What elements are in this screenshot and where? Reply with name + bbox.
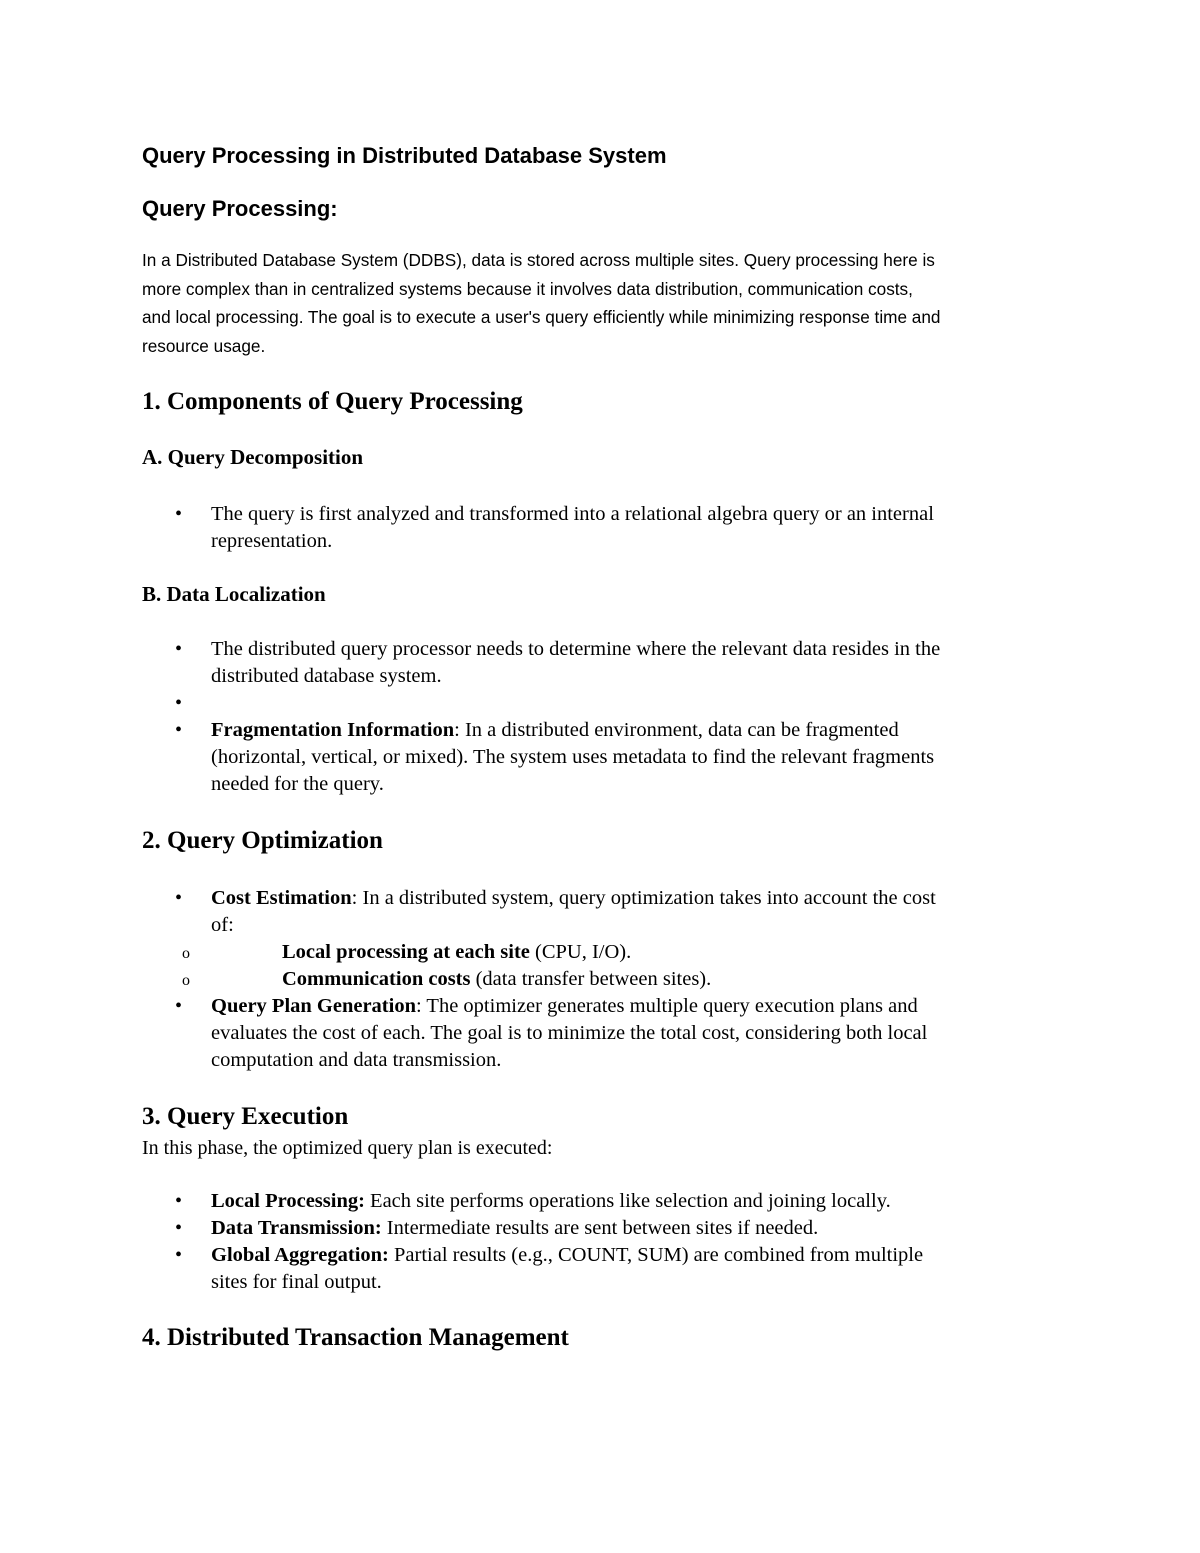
list-item xyxy=(142,993,936,1074)
list-item-text: Partial results (e.g., COUNT, SUM) are combined from multiple xyxy=(388,1244,924,1266)
list-item xyxy=(142,636,940,690)
circle-bullet-icon: o xyxy=(182,972,190,989)
list-item-text: : In a distributed environment, data can be fragmented xyxy=(454,719,899,741)
bullet-icon: • xyxy=(175,995,183,1017)
term-communication-costs: Communication costs xyxy=(282,968,471,990)
list-item xyxy=(142,1215,923,1242)
bullet-icon: • xyxy=(175,692,183,714)
term-local-processing-site: Local processing at each site xyxy=(282,941,530,963)
bullet-icon: • xyxy=(175,1190,183,1212)
intro-paragraph xyxy=(142,246,1067,361)
list-item-empty xyxy=(142,690,940,717)
list-item-line: distributed database system. xyxy=(211,665,442,687)
sub-list-item xyxy=(142,966,936,993)
list-item-line: The query is first analyzed and transformed into a relational algebra query or an internal xyxy=(211,503,934,525)
section-heading-transaction-management: 4. Distributed Transaction Management xyxy=(142,1324,569,1351)
sub-list-item-text: (CPU, I/O). xyxy=(529,941,632,963)
subsection-heading-localization: B. Data Localization xyxy=(142,582,326,606)
list-item-line xyxy=(211,1242,923,1269)
term-data-transmission: Data Transmission: xyxy=(211,1217,382,1239)
intro-line: more complex than in centralized systems because it involves data distribution, communication costs, xyxy=(142,278,913,299)
sub-list-item-line xyxy=(212,966,936,993)
document-subtitle: Query Processing: xyxy=(142,196,338,221)
list-item-line: computation and data transmission. xyxy=(211,1049,502,1071)
execution-intro: In this phase, the optimized query plan is executed: xyxy=(142,1137,553,1159)
document-title: Query Processing in Distributed Database System xyxy=(142,143,667,168)
intro-line: and local processing. The goal is to execute a user's query efficiently while minimizing response time and xyxy=(142,307,941,328)
list-item xyxy=(142,717,940,798)
list-item-line: evaluates the cost of each. The goal is to minimize the total cost, considering both local xyxy=(211,1022,928,1044)
list-item-line: The distributed query processor needs to determine where the relevant data resides in the xyxy=(211,638,941,660)
list-item xyxy=(142,885,936,993)
term-global-aggregation: Global Aggregation: xyxy=(211,1244,389,1266)
circle-bullet-icon: o xyxy=(182,945,190,962)
list-item xyxy=(142,501,934,555)
bullet-icon: • xyxy=(175,1217,183,1239)
localization-list xyxy=(142,636,940,798)
list-item-line: needed for the query. xyxy=(211,773,384,795)
sub-list-item-line xyxy=(212,939,936,966)
section-heading-optimization: 2. Query Optimization xyxy=(142,827,383,854)
bullet-icon: • xyxy=(175,638,183,660)
bullet-icon: • xyxy=(175,887,183,909)
subsection-heading-decomposition: A. Query Decomposition xyxy=(142,445,364,469)
intro-line: In a Distributed Database System (DDBS), data is stored across multiple sites. Query processing here is xyxy=(142,250,935,270)
list-item-line: sites for final output. xyxy=(211,1271,382,1293)
list-item-line xyxy=(211,717,940,744)
list-item-line: (horizontal, vertical, or mixed). The system uses metadata to find the relevant fragments xyxy=(211,746,935,768)
term-query-plan-generation: Query Plan Generation xyxy=(211,995,416,1017)
sub-list-item-text: (data transfer between sites). xyxy=(470,968,712,990)
term-local-processing: Local Processing: xyxy=(211,1190,365,1212)
intro-line: resource usage. xyxy=(142,336,266,357)
list-item-line: representation. xyxy=(211,530,333,552)
cost-sublist xyxy=(182,939,936,993)
execution-list xyxy=(142,1188,923,1296)
list-item-text: : The optimizer generates multiple query execution plans and xyxy=(415,995,918,1017)
list-item xyxy=(142,1242,923,1296)
decomposition-list xyxy=(142,501,934,555)
list-item-line xyxy=(211,1188,923,1215)
term-fragmentation-information: Fragmentation Information xyxy=(211,719,455,741)
section-heading-components: 1. Components of Query Processing xyxy=(142,388,523,415)
section-heading-execution: 3. Query Execution xyxy=(142,1103,349,1130)
list-item-text: Each site performs operations like selection and joining locally. xyxy=(364,1190,891,1212)
optimization-list xyxy=(142,885,936,1074)
list-item-text: : In a distributed system, query optimization takes into account the cost xyxy=(351,887,936,909)
bullet-icon: • xyxy=(175,503,183,525)
list-item-line xyxy=(211,1215,923,1242)
list-item-line xyxy=(211,885,936,912)
list-item-line xyxy=(211,993,936,1020)
term-cost-estimation: Cost Estimation xyxy=(211,887,352,909)
sub-list-item xyxy=(142,939,936,966)
bullet-icon: • xyxy=(175,719,183,741)
list-item-line: of: xyxy=(211,914,234,936)
list-item-text: Intermediate results are sent between sites if needed. xyxy=(381,1217,819,1239)
bullet-icon: • xyxy=(175,1244,183,1266)
list-item xyxy=(142,1188,923,1215)
